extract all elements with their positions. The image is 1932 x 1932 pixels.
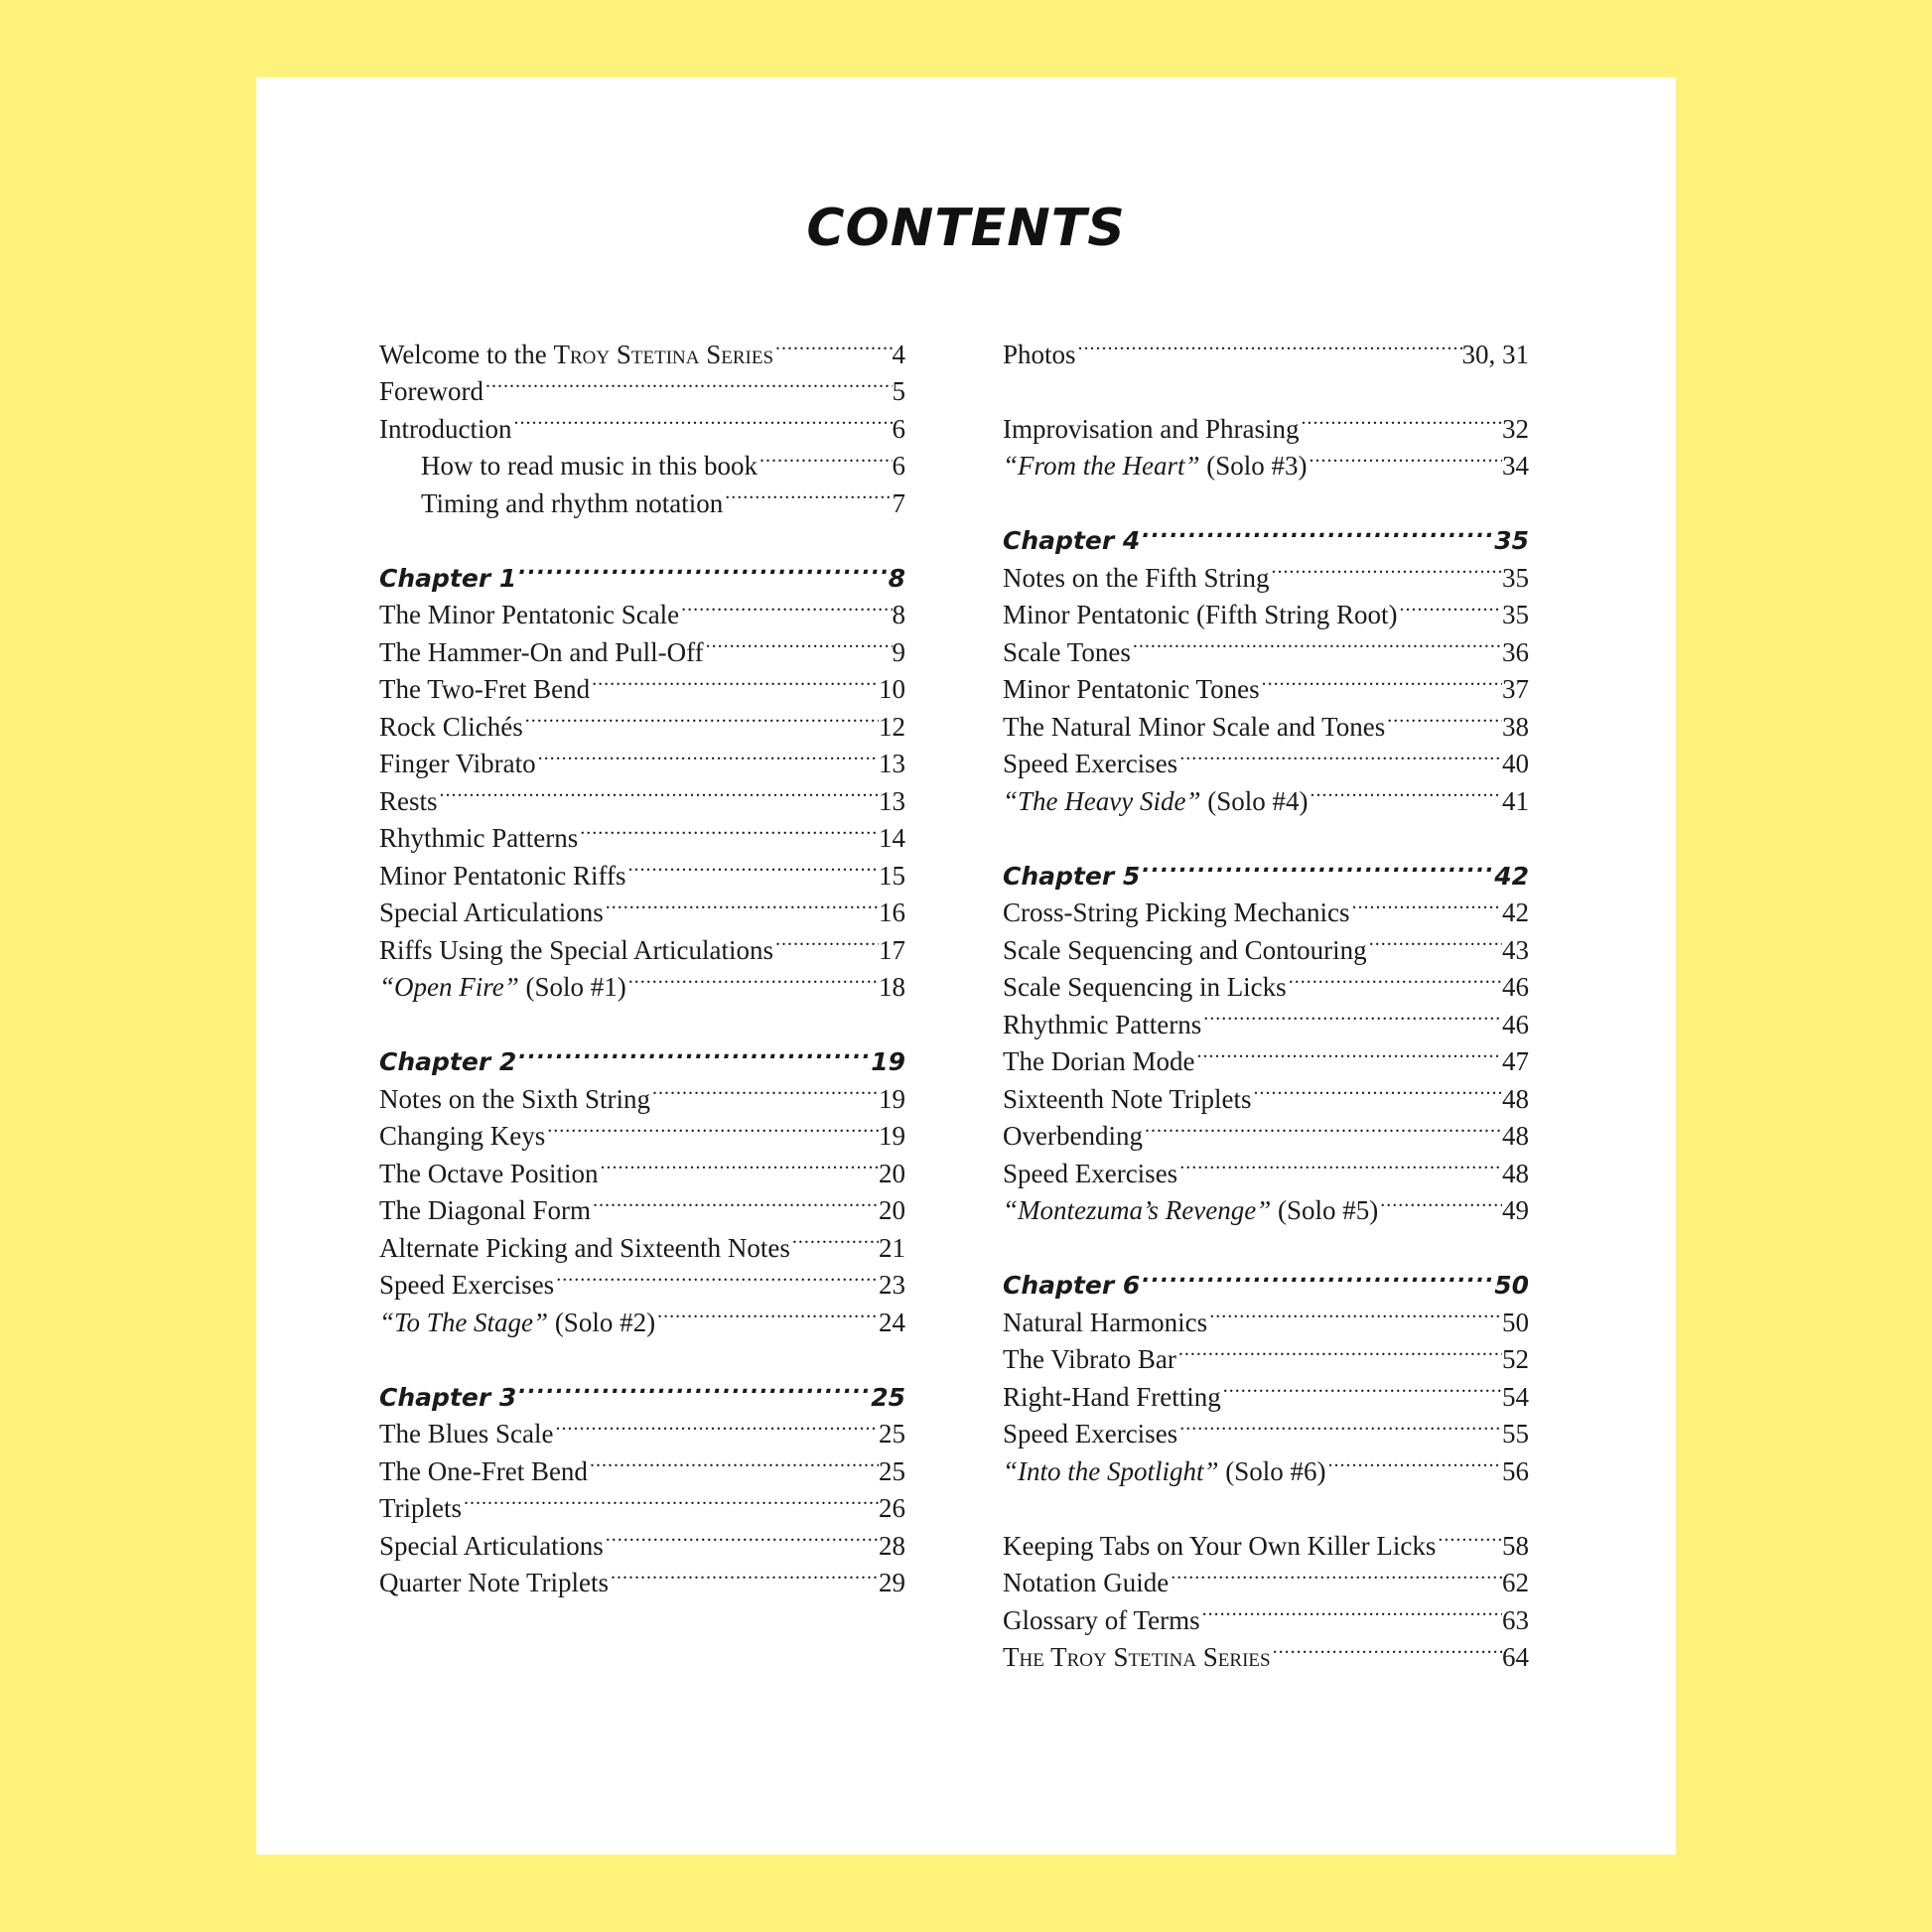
toc-page-number: 13 bbox=[879, 785, 905, 816]
toc-page-number: 24 bbox=[879, 1307, 905, 1337]
toc-chapter-6 bbox=[1003, 1257, 1529, 1300]
solo-number: (Solo #6) bbox=[1218, 1455, 1326, 1486]
song-title: “From the Heart” bbox=[1003, 451, 1200, 481]
toc-page-number: 48 bbox=[1502, 1121, 1529, 1151]
toc-page-number: 8 bbox=[892, 600, 905, 629]
leader-dots bbox=[1221, 1368, 1502, 1406]
toc-page-number: 42 bbox=[1502, 897, 1529, 927]
leader-dots bbox=[1287, 959, 1502, 997]
toc-entry-label: The Two-Fret Bend bbox=[379, 674, 591, 704]
toc-entry-label: Rhythmic Patterns bbox=[1003, 1009, 1202, 1039]
toc-entry-label: Notation Guide bbox=[1003, 1568, 1170, 1597]
toc-entry-label: Scale Sequencing and Contouring bbox=[1003, 934, 1367, 965]
leader-dots bbox=[523, 698, 879, 736]
toc-page-number: 25 bbox=[879, 1419, 905, 1449]
toc-entry-label: Finger Vibrato bbox=[379, 749, 536, 778]
leader-dots bbox=[545, 1108, 879, 1146]
toc-entry-label: Natural Harmonics bbox=[1003, 1307, 1208, 1337]
toc-entry-label: Keeping Tabs on Your Own Killer Licks bbox=[1003, 1530, 1437, 1561]
toc-page-number: 56 bbox=[1502, 1455, 1529, 1486]
toc-page-number: 17 bbox=[879, 934, 905, 965]
leader-dots bbox=[1194, 1034, 1502, 1071]
series-name: Troy Stetina Series bbox=[553, 339, 774, 369]
leader-dots bbox=[679, 587, 892, 624]
leader-dots bbox=[591, 1182, 879, 1220]
toc-entry-label: Speed Exercises bbox=[1003, 749, 1178, 778]
leader-dots bbox=[1385, 698, 1502, 736]
leader-dots bbox=[1176, 1331, 1502, 1369]
toc-page-number: 25 bbox=[871, 1382, 905, 1412]
song-title: “The Heavy Side” bbox=[1003, 785, 1201, 816]
leader-dots bbox=[604, 1517, 879, 1555]
toc-entry-label: Triplets bbox=[379, 1493, 463, 1523]
toc-entry-label: The One-Fret Bend bbox=[379, 1455, 588, 1486]
leader-dots bbox=[1207, 1294, 1502, 1331]
toc-entry-label: Speed Exercises bbox=[1003, 1158, 1178, 1188]
page-title: CONTENTS bbox=[806, 199, 1126, 258]
toc-entry-label: Changing Keys bbox=[379, 1121, 546, 1151]
leader-dots bbox=[1201, 996, 1502, 1034]
toc-page-number: 19 bbox=[879, 1121, 905, 1151]
leader-dots bbox=[516, 1034, 871, 1071]
toc-page-number: 40 bbox=[1502, 749, 1529, 778]
leader-dots bbox=[536, 736, 879, 773]
toc-page-number: 43 bbox=[1502, 934, 1529, 965]
toc-page-number: 14 bbox=[879, 823, 905, 853]
toc-page-number: 62 bbox=[1502, 1568, 1529, 1597]
toc-page-number: 50 bbox=[1494, 1271, 1529, 1300]
leader-dots bbox=[1140, 1257, 1494, 1295]
toc-entry-label: Photos bbox=[1003, 339, 1076, 369]
toc-page-number: 19 bbox=[871, 1047, 905, 1076]
leader-dots bbox=[1169, 1555, 1502, 1592]
toc-entry bbox=[379, 772, 905, 816]
leader-dots bbox=[723, 475, 892, 512]
toc-entry-label: Rests bbox=[379, 785, 438, 816]
toc-page-number: 23 bbox=[879, 1270, 905, 1300]
toc-page-number: 8 bbox=[888, 563, 905, 593]
solo-number: (Solo #5) bbox=[1271, 1195, 1379, 1225]
toc-page-number: 25 bbox=[879, 1455, 905, 1486]
toc-page-number: 7 bbox=[892, 487, 905, 518]
toc-left-column bbox=[379, 326, 905, 1597]
toc-entry bbox=[1003, 400, 1529, 444]
leader-dots bbox=[1398, 587, 1503, 624]
song-title: “Montezuma’s Revenge” bbox=[1003, 1195, 1272, 1225]
toc-page-number: 35 bbox=[1494, 526, 1529, 555]
toc-chapter-1 bbox=[379, 549, 905, 593]
toc-entry-label: Foreword bbox=[379, 376, 483, 406]
leader-dots bbox=[1299, 400, 1502, 438]
leader-dots bbox=[1436, 1517, 1502, 1555]
leader-dots bbox=[1308, 772, 1502, 810]
solo-number: (Solo #3) bbox=[1199, 451, 1308, 481]
toc-page-number: 19 bbox=[879, 1083, 905, 1114]
toc-entry bbox=[1003, 1517, 1529, 1561]
toc-page-number: 41 bbox=[1502, 785, 1529, 816]
toc-page-number: 63 bbox=[1502, 1604, 1529, 1635]
toc-entry-label: The Hammer-On and Pull-Off bbox=[379, 636, 704, 667]
toc-entry-label: Speed Exercises bbox=[379, 1270, 555, 1300]
toc-entry-label: Notes on the Fifth String bbox=[1003, 562, 1270, 593]
toc-page-number: 30, 31 bbox=[1461, 339, 1529, 369]
leader-dots bbox=[1252, 1070, 1502, 1108]
leader-dots bbox=[1349, 885, 1502, 922]
chapter-label: Chapter 5 bbox=[1003, 861, 1141, 891]
toc-page-number: 21 bbox=[879, 1232, 905, 1263]
leader-dots bbox=[554, 1257, 879, 1295]
toc-entry-label: Alternate Picking and Sixteenth Notes bbox=[379, 1232, 790, 1263]
toc-right-column bbox=[1003, 326, 1529, 1672]
leader-dots bbox=[626, 959, 879, 997]
leader-dots bbox=[1271, 1629, 1502, 1667]
toc-page-number: 9 bbox=[892, 636, 905, 667]
leader-dots bbox=[1140, 847, 1494, 885]
chapter-label: Chapter 3 bbox=[379, 1382, 517, 1412]
toc-entry-label: Timing and rhythm notation bbox=[421, 487, 724, 518]
toc-page-number: 54 bbox=[1502, 1381, 1529, 1412]
leader-dots bbox=[604, 885, 879, 922]
toc-page-number: 26 bbox=[879, 1493, 905, 1523]
toc-page-number: 42 bbox=[1494, 861, 1529, 891]
toc-page-number: 37 bbox=[1502, 674, 1529, 704]
leader-dots bbox=[483, 363, 893, 401]
toc-entry-label: The Minor Pentatonic Scale bbox=[379, 600, 680, 629]
toc-entry-label: The Troy Stetina Series bbox=[1003, 1642, 1271, 1672]
toc-page-number: 28 bbox=[879, 1530, 905, 1561]
leader-dots bbox=[1177, 1406, 1502, 1444]
chapter-label: Chapter 6 bbox=[1003, 1271, 1141, 1300]
leader-dots bbox=[511, 400, 892, 438]
leader-dots bbox=[1143, 1108, 1502, 1146]
toc-page-number: 58 bbox=[1502, 1530, 1529, 1561]
leader-dots bbox=[1177, 736, 1502, 773]
toc-entry-label: Minor Pentatonic Tones bbox=[1003, 674, 1260, 704]
leader-dots bbox=[1367, 921, 1502, 959]
toc-page-number: 38 bbox=[1502, 711, 1529, 742]
toc-entry-label: Right-Hand Fretting bbox=[1003, 1381, 1221, 1412]
toc-chapter-3 bbox=[379, 1368, 905, 1412]
toc-entry-label: The Blues Scale bbox=[379, 1419, 554, 1449]
leader-dots bbox=[758, 438, 893, 476]
leader-dots bbox=[438, 772, 879, 810]
toc-page-number: 5 bbox=[892, 376, 905, 406]
toc-entry-label: Special Articulations bbox=[379, 1530, 604, 1561]
toc-page-number: 50 bbox=[1502, 1307, 1529, 1337]
leader-dots bbox=[590, 661, 879, 699]
toc-entry-photos bbox=[1003, 326, 1529, 369]
leader-dots bbox=[1270, 549, 1503, 587]
toc-entry-label: Improvisation and Phrasing bbox=[1003, 413, 1300, 444]
leader-dots bbox=[588, 1443, 879, 1480]
leader-dots bbox=[790, 1219, 879, 1257]
toc-page-number: 46 bbox=[1502, 972, 1529, 1002]
toc-page-number: 6 bbox=[892, 451, 905, 481]
solo-number: (Solo #1) bbox=[518, 972, 626, 1002]
toc-page-number: 46 bbox=[1502, 1009, 1529, 1039]
leader-dots bbox=[1076, 326, 1462, 363]
toc-entry-label: How to read music in this book bbox=[421, 451, 758, 481]
toc-entry-label: Rhythmic Patterns bbox=[379, 823, 579, 853]
toc-entry-label: Speed Exercises bbox=[1003, 1419, 1178, 1449]
toc-page-number: 55 bbox=[1502, 1419, 1529, 1449]
toc-page-number: 35 bbox=[1502, 600, 1529, 629]
leader-dots bbox=[1326, 1443, 1502, 1480]
leader-dots bbox=[1177, 1145, 1502, 1182]
leader-dots bbox=[1308, 438, 1502, 476]
leader-dots bbox=[1378, 1182, 1502, 1220]
toc-entry-label: Notes on the Sixth String bbox=[379, 1083, 651, 1114]
toc-page-number: 29 bbox=[879, 1568, 905, 1597]
toc-page-number: 35 bbox=[1502, 562, 1529, 593]
leader-dots bbox=[1131, 623, 1502, 661]
toc-entry-label: Scale Sequencing in Licks bbox=[1003, 972, 1287, 1002]
toc-entry-label: Minor Pentatonic (Fifth String Root) bbox=[1003, 600, 1398, 629]
leader-dots bbox=[1260, 661, 1502, 699]
toc-entry-label: Welcome to the bbox=[379, 339, 554, 369]
song-title: “To The Stage” bbox=[379, 1307, 549, 1337]
toc-entry-label: The Octave Position bbox=[379, 1158, 599, 1188]
song-title: “Open Fire” bbox=[379, 972, 519, 1002]
toc-chapter-4 bbox=[1003, 512, 1529, 555]
document-page bbox=[256, 77, 1676, 1855]
toc-chapter-5 bbox=[1003, 847, 1529, 891]
toc-page-number: 10 bbox=[879, 674, 905, 704]
toc-entry-label: Quarter Note Triplets bbox=[379, 1568, 609, 1597]
toc-page-number: 20 bbox=[879, 1195, 905, 1225]
leader-dots bbox=[516, 549, 888, 587]
toc-entry-label: Special Articulations bbox=[379, 897, 604, 927]
toc-entry-label: Cross-String Picking Mechanics bbox=[1003, 897, 1350, 927]
leader-dots bbox=[773, 921, 879, 959]
toc-page-number: 47 bbox=[1502, 1046, 1529, 1076]
leader-dots bbox=[1200, 1591, 1502, 1629]
toc-entry-label: Scale Tones bbox=[1003, 636, 1131, 667]
leader-dots bbox=[578, 810, 879, 848]
toc-page-number: 6 bbox=[892, 413, 905, 444]
solo-number: (Solo #4) bbox=[1200, 785, 1309, 816]
leader-dots bbox=[516, 1368, 871, 1406]
chapter-label: Chapter 2 bbox=[379, 1047, 517, 1076]
leader-dots bbox=[609, 1555, 879, 1592]
chapter-label: Chapter 1 bbox=[379, 563, 517, 593]
toc-entry-welcome bbox=[379, 326, 905, 369]
toc-page-number: 49 bbox=[1502, 1195, 1529, 1225]
toc-page-number: 12 bbox=[879, 711, 905, 742]
toc-entry bbox=[379, 810, 905, 853]
chapter-label: Chapter 4 bbox=[1003, 526, 1141, 555]
toc-page-number: 36 bbox=[1502, 636, 1529, 667]
toc-page-number: 32 bbox=[1502, 413, 1529, 444]
leader-dots bbox=[773, 326, 892, 363]
leader-dots bbox=[462, 1480, 879, 1518]
toc-page-number: 48 bbox=[1502, 1083, 1529, 1114]
toc-entry-label: Rock Clichés bbox=[379, 711, 523, 742]
toc-page-number: 34 bbox=[1502, 451, 1529, 481]
toc-entry-label: The Vibrato Bar bbox=[1003, 1344, 1176, 1374]
toc-entry-label: The Diagonal Form bbox=[379, 1195, 591, 1225]
toc-entry-label: Sixteenth Note Triplets bbox=[1003, 1083, 1252, 1114]
toc-entry-label: The Dorian Mode bbox=[1003, 1046, 1195, 1076]
solo-number: (Solo #2) bbox=[548, 1307, 656, 1337]
toc-entry-label: Overbending bbox=[1003, 1121, 1143, 1151]
toc-page-number: 4 bbox=[892, 339, 905, 369]
toc-page-number: 48 bbox=[1502, 1158, 1529, 1188]
toc-page-number: 13 bbox=[879, 749, 905, 778]
toc-page-number: 52 bbox=[1502, 1344, 1529, 1374]
toc-entry-label: Minor Pentatonic Riffs bbox=[379, 860, 626, 891]
leader-dots bbox=[704, 623, 893, 661]
toc-page-number: 15 bbox=[879, 860, 905, 891]
toc-entry-label: Glossary of Terms bbox=[1003, 1604, 1200, 1635]
toc-page-number: 64 bbox=[1502, 1642, 1529, 1672]
toc-entry-label: Introduction bbox=[379, 413, 512, 444]
toc-entry-label: Riffs Using the Special Articulations bbox=[379, 934, 773, 965]
leader-dots bbox=[625, 847, 879, 885]
leader-dots bbox=[1140, 512, 1494, 550]
leader-dots bbox=[598, 1145, 879, 1182]
toc-chapter-2 bbox=[379, 1034, 905, 1076]
leader-dots bbox=[553, 1406, 879, 1444]
toc-page-number: 16 bbox=[879, 897, 905, 927]
leader-dots bbox=[650, 1070, 879, 1108]
leader-dots bbox=[655, 1294, 879, 1331]
toc-page-number: 18 bbox=[879, 972, 905, 1002]
toc-entry-label: The Natural Minor Scale and Tones bbox=[1003, 711, 1386, 742]
song-title: “Into the Spotlight” bbox=[1003, 1455, 1219, 1486]
toc-page-number: 20 bbox=[879, 1158, 905, 1188]
